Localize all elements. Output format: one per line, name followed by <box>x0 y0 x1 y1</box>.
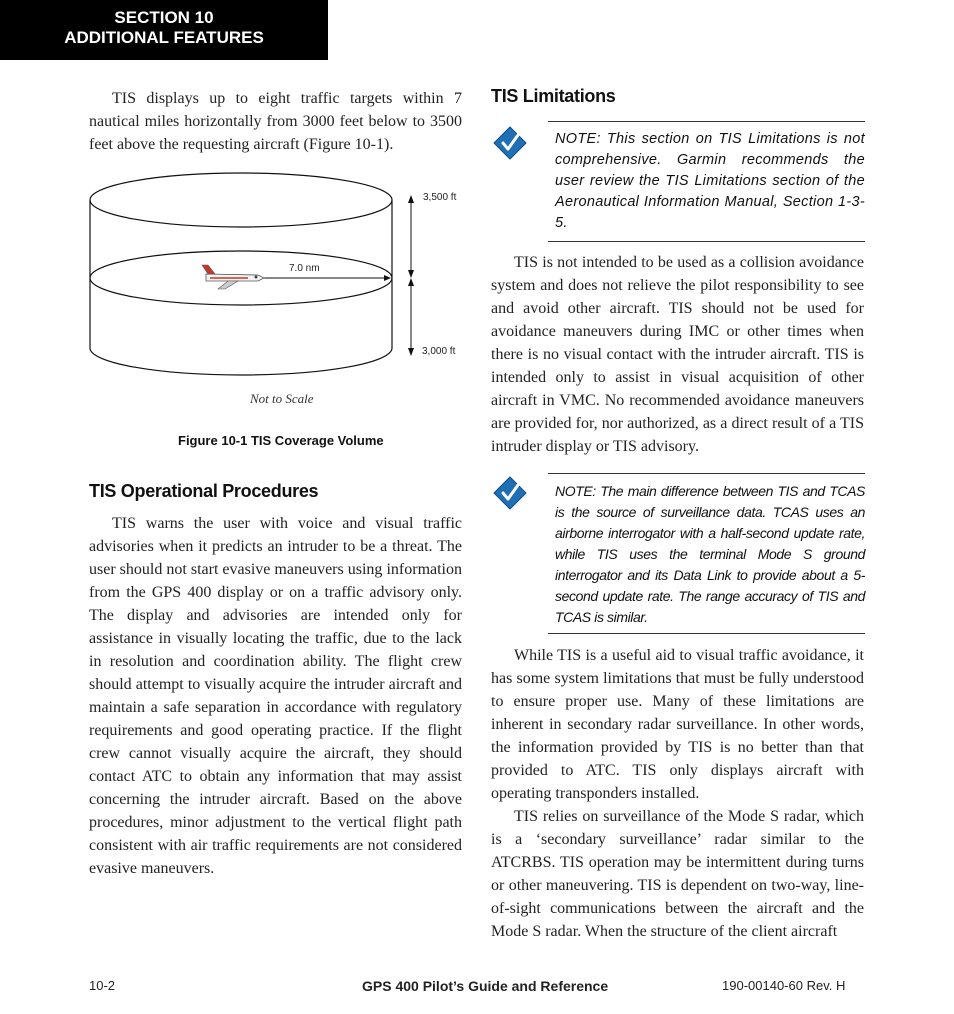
upper-arrow-bottom <box>408 270 414 278</box>
tis-coverage-figure <box>88 168 468 408</box>
section-tab <box>0 0 328 60</box>
note-check-icon <box>493 126 527 160</box>
limits-paragraph-1-block <box>491 251 864 458</box>
range-label: 7.0 nm <box>289 263 320 274</box>
limits-paragraph-2: While TIS is a useful aid to visual traffic avoidance, it has some system limitations that must be fully understood to ensure proper use. Many of these limitations are inherent in secondary radar surveillance. In other words, the information provided by TIS is no better than that provided to ATC. TIS only displays aircraft with operating transponders installed. <box>491 647 864 802</box>
upper-arrow-top <box>408 195 414 203</box>
limits-paragraph-3: TIS relies on surveillance of the Mode S radar, which is a ‘secondary surveillance’ radar similar to the ATCRBS. TIS operation may be intermittent during turns or other maneuvering. TIS is dependent on two-way, line-of-sight communications between the aircraft and the Mode S radar. When the structure of the client aircraft <box>491 808 864 940</box>
intro-paragraph: TIS displays up to eight traffic targets within 7 nautical miles horizontally from 3000 feet below to 3500 feet above the requesting aircraft (Figure 10-1). <box>89 90 462 153</box>
limits-paragraph-2-block <box>491 644 864 943</box>
lower-arrow-bottom <box>408 348 414 356</box>
note-1-text: NOTE: This section on TIS Limitations is not comprehensive. Garmin recommends the user review the TIS Limitations section of the Aeronautical Information Manual, Section 1-3-5. <box>555 131 865 231</box>
ops-heading: TIS Operational Procedures <box>89 481 319 501</box>
range-arrow-right <box>384 275 391 281</box>
top-ellipse <box>90 173 392 227</box>
lower-arrow-top <box>408 278 414 286</box>
top-altitude-label: 3,500 ft <box>423 192 457 203</box>
section-number: SECTION 10 <box>114 8 214 27</box>
not-to-scale-label: Not to Scale <box>250 391 314 406</box>
footer-title: GPS 400 Pilot’s Guide and Reference <box>362 978 609 994</box>
ops-paragraph-block <box>89 512 462 880</box>
intro-paragraph-block <box>89 87 462 156</box>
ops-paragraph: TIS warns the user with voice and visual traffic advisories when it predicts an intruder to be a threat. The user should not start evasive maneuvers using information from the GPS 400 display or on a traffic advisory only. The display and advisories are intended only for assistance in visually locating the traffic, due to the lack in resolution and coordination ability. The flight crew should attempt to visually acquire the intruder aircraft and maintain a safe separation in accordance with regulatory requirements and good operating practice. If the flight crew cannot visually acquire the aircraft, they should contact ATC to obtain any information that may assist concerning the intruder aircraft. Based on the above procedures, minor adjustment to the vertical flight path consistent with air traffic requirements are not considered evasive maneuvers. <box>89 515 462 877</box>
section-title: ADDITIONAL FEATURES <box>64 28 264 47</box>
limits-heading: TIS Limitations <box>491 86 616 106</box>
coverage-cylinder-diagram <box>88 168 468 408</box>
aircraft-icon <box>202 265 264 289</box>
note-check-icon-2 <box>493 476 527 510</box>
limits-paragraph-1: TIS is not intended to be used as a collision avoidance system and does not relieve the pilot responsibility to see and avoid other aircraft. TIS should not be used for avoidance maneuvers during IMC or other times when there is no visual contact with the intruder aircraft. TIS is intended only to assist in visual acquisition of other aircraft in VMC. No recommended avoidance maneuvers are provided for, nor authorized, as a direct result of a TIS intruder display or TIS advisory. <box>491 254 864 455</box>
bottom-ellipse <box>90 348 392 375</box>
document-number: 190-00140-60 Rev. H <box>722 978 846 993</box>
bottom-altitude-label: 3,000 ft <box>422 346 456 357</box>
note-box-2 <box>548 473 865 634</box>
page-number: 10-2 <box>89 978 116 993</box>
note-2-text: NOTE: The main difference between TIS and TCAS is the source of surveillance data. TCAS uses an airborne interrogator with a half-second update rate, while TIS uses the terminal Mode S ground interrogator and its Data Link to provide about a 5-second update rate. The range accuracy of TIS and TCAS is similar. <box>555 483 865 625</box>
figure-caption: Figure 10-1 TIS Coverage Volume <box>178 433 384 448</box>
note-box-1 <box>548 121 865 242</box>
